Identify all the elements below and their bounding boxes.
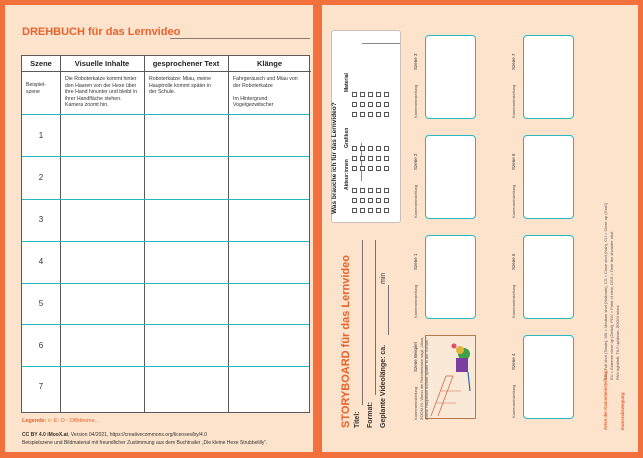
scene-row-number: 1 (38, 131, 44, 140)
material-checkbox[interactable] (368, 198, 373, 203)
material-checkbox[interactable] (384, 188, 389, 193)
material-checkbox[interactable] (384, 102, 389, 107)
field-format-label: Format: (367, 401, 374, 428)
scene-number-label: Szene 1 (413, 253, 418, 270)
material-checkbox[interactable] (368, 188, 373, 193)
materials-col-material: Material (344, 73, 350, 92)
row-divider (22, 156, 309, 157)
drehbuch-title: DREHBUCH für das Lernvideo (22, 26, 181, 38)
title-underline (170, 38, 310, 39)
material-checkbox[interactable] (376, 208, 381, 213)
example-sounds: Fahrgeräusch und Miau von der Roboterkatze Im Hintergrund: Vogelgezwitscher (233, 76, 298, 109)
material-checkbox[interactable] (384, 166, 389, 171)
scene-number-label: Szene 4 (511, 353, 516, 370)
camera-setting-label: Kameraeinstellung (413, 284, 418, 318)
material-line (362, 43, 400, 44)
row-divider (22, 199, 309, 200)
material-checkbox[interactable] (352, 112, 357, 117)
drehbuch-page (5, 5, 313, 452)
material-checkbox[interactable] (360, 102, 365, 107)
material-checkbox[interactable] (376, 156, 381, 161)
material-checkbox[interactable] (368, 208, 373, 213)
scene-number-label: Szene 3 (413, 53, 418, 70)
material-checkbox[interactable] (368, 112, 373, 117)
row-divider (22, 241, 309, 242)
material-checkbox[interactable] (352, 166, 357, 171)
header-szene: Szene (22, 56, 60, 72)
column-divider (228, 56, 229, 412)
storyboard-panel-4[interactable] (523, 335, 574, 419)
material-checkbox[interactable] (360, 112, 365, 117)
material-checkbox[interactable] (352, 208, 357, 213)
material-checkbox[interactable] (376, 146, 381, 151)
material-checkbox[interactable] (352, 188, 357, 193)
scene-row-number: 6 (38, 341, 44, 350)
header-gesprochener-text: gesprochener Text (144, 56, 228, 72)
material-checkbox[interactable] (376, 188, 381, 193)
column-divider (144, 56, 145, 412)
material-checkbox[interactable] (360, 92, 365, 97)
materials-col-actors: Akteur:innen (344, 159, 350, 190)
storyboard-panel-3[interactable] (425, 35, 476, 119)
material-checkbox[interactable] (352, 146, 357, 151)
example-visual-content: Die Roboterkatze kommt hinter den Haaren von der Hexe über ihre Hand hinunter und bleibt in ihrer Handfläche stehen. Kamera zoomt hin. (65, 76, 138, 109)
row-divider (22, 324, 309, 325)
legend (22, 418, 99, 424)
camera-setting-label: Kameraeinstellung (511, 384, 516, 418)
materials-question: Was brauche ich für das Lernvideo? (331, 102, 338, 214)
row-divider (22, 114, 309, 115)
material-checkbox[interactable] (352, 198, 357, 203)
kamera-arten-line1: TS = Full shot (Totale), MS = Medium shot (Halbnah), CS = Close shot (Nah), CU = Close up (Groß) (603, 202, 608, 380)
materials-col-graphics: Grafiken (344, 127, 350, 148)
material-checkbox[interactable] (376, 92, 381, 97)
material-checkbox[interactable] (352, 102, 357, 107)
material-checkbox[interactable] (376, 112, 381, 117)
field-length-unit: min (380, 272, 387, 284)
field-format-line (375, 240, 376, 395)
kamera-bewegung-label: Kamerabewegung: (620, 391, 625, 430)
example-scene-label: Szene Beispiel (413, 342, 418, 372)
example-drawing (425, 335, 476, 419)
legend-codes: c: E: O - Offstimme... (47, 418, 100, 424)
header-klaenge: Klänge (228, 56, 311, 72)
scene-row-number: 7 (38, 382, 44, 391)
camera-setting-label: Kameraeinstellung (511, 284, 516, 318)
material-checkbox[interactable] (360, 156, 365, 161)
camera-setting-label: Kameraeinstellung (413, 84, 418, 118)
camera-setting-label: Kameraeinstellung (511, 184, 516, 218)
license-block (22, 432, 267, 447)
kamera-bewegung-line: PAN right/left, TILT up/down, ZOOM in/out (615, 305, 620, 380)
drehbuch-table (21, 55, 310, 413)
column-divider (60, 56, 61, 412)
storyboard-panel-7[interactable] (523, 35, 574, 119)
material-checkbox[interactable] (376, 166, 381, 171)
material-checkbox[interactable] (368, 102, 373, 107)
license-bold: CC BY 4.0 iMooX.at (22, 432, 69, 438)
material-checkbox[interactable] (368, 92, 373, 97)
material-checkbox[interactable] (384, 156, 389, 161)
camera-setting-label: Kameraeinstellung (413, 184, 418, 218)
kamera-arten-line2: EU = Extreme close up (Detail), POV = Point of view, OSS = Over the shoulder shot (609, 231, 614, 380)
legend-label: Legende: (22, 418, 48, 424)
scene-number-label: Szene 5 (511, 253, 516, 270)
row-divider (22, 283, 309, 284)
kamera-arten-label: Arten der Kameraeinstellung: (603, 369, 608, 430)
example-caption: ZOOM IN. Wenn die Roboterkatze sagt: „Miau, meine Hauptrolle kommt später in der Schule.“ (419, 336, 429, 420)
storyboard-panel-2[interactable] (425, 135, 476, 219)
scene-number-label: Szene 2 (413, 153, 418, 170)
material-checkbox[interactable] (368, 146, 373, 151)
field-title-line (362, 240, 363, 405)
material-checkbox[interactable] (360, 166, 365, 171)
material-checkbox[interactable] (352, 92, 357, 97)
material-checkbox[interactable] (384, 146, 389, 151)
storyboard-panel-6[interactable] (523, 135, 574, 219)
material-checkbox[interactable] (368, 156, 373, 161)
material-checkbox[interactable] (384, 198, 389, 203)
material-checkbox[interactable] (352, 156, 357, 161)
license-text: , Version 04/2021, https://creativecommons.org/licenses/by/4.0 (68, 432, 207, 438)
scene-row-number: 2 (38, 173, 44, 182)
row-divider (22, 366, 309, 367)
material-checkbox[interactable] (360, 146, 365, 151)
materials-box (331, 30, 401, 223)
material-checkbox[interactable] (360, 198, 365, 203)
scene-row-number: 4 (38, 257, 44, 266)
field-title-label: Titel: (354, 411, 361, 428)
material-checkbox[interactable] (384, 208, 389, 213)
example-scene-label: Beispiel- szene (26, 82, 46, 95)
scene-number-label: Szene 7 (511, 53, 516, 70)
material-checkbox[interactable] (376, 102, 381, 107)
scene-row-number: 5 (38, 299, 44, 308)
credits-text: Beispielszene und Bildmaterial mit freundlicher Zustimmung aus dem Buchtrailer „Die kleine Hexe Strubbelilly“. (22, 439, 268, 446)
storyboard-panel-1[interactable] (425, 235, 476, 319)
material-checkbox[interactable] (368, 166, 373, 171)
header-visuelle-inhalte: Visuelle Inhalte (60, 56, 144, 72)
material-checkbox[interactable] (360, 208, 365, 213)
camera-setting-label: Kameraeinstellung (511, 84, 516, 118)
witch-drawing (426, 336, 476, 419)
example-spoken-text: Roboterkatze: Miau, meine Hauptrolle kommt später in der Schule. (149, 76, 211, 96)
storyboard-title: STORYBOARD für das Lernvideo (340, 255, 352, 428)
material-checkbox[interactable] (360, 188, 365, 193)
material-checkbox[interactable] (376, 198, 381, 203)
material-checkbox[interactable] (384, 92, 389, 97)
scene-row-number: 3 (38, 215, 44, 224)
scene-number-label: Szene 6 (511, 153, 516, 170)
example-camera-label: Kameraeinstellung (413, 386, 418, 420)
storyboard-panel-5[interactable] (523, 235, 574, 319)
field-length-label: Geplante Videolänge: ca. (380, 344, 387, 428)
field-length-line (388, 285, 389, 335)
material-checkbox[interactable] (384, 112, 389, 117)
